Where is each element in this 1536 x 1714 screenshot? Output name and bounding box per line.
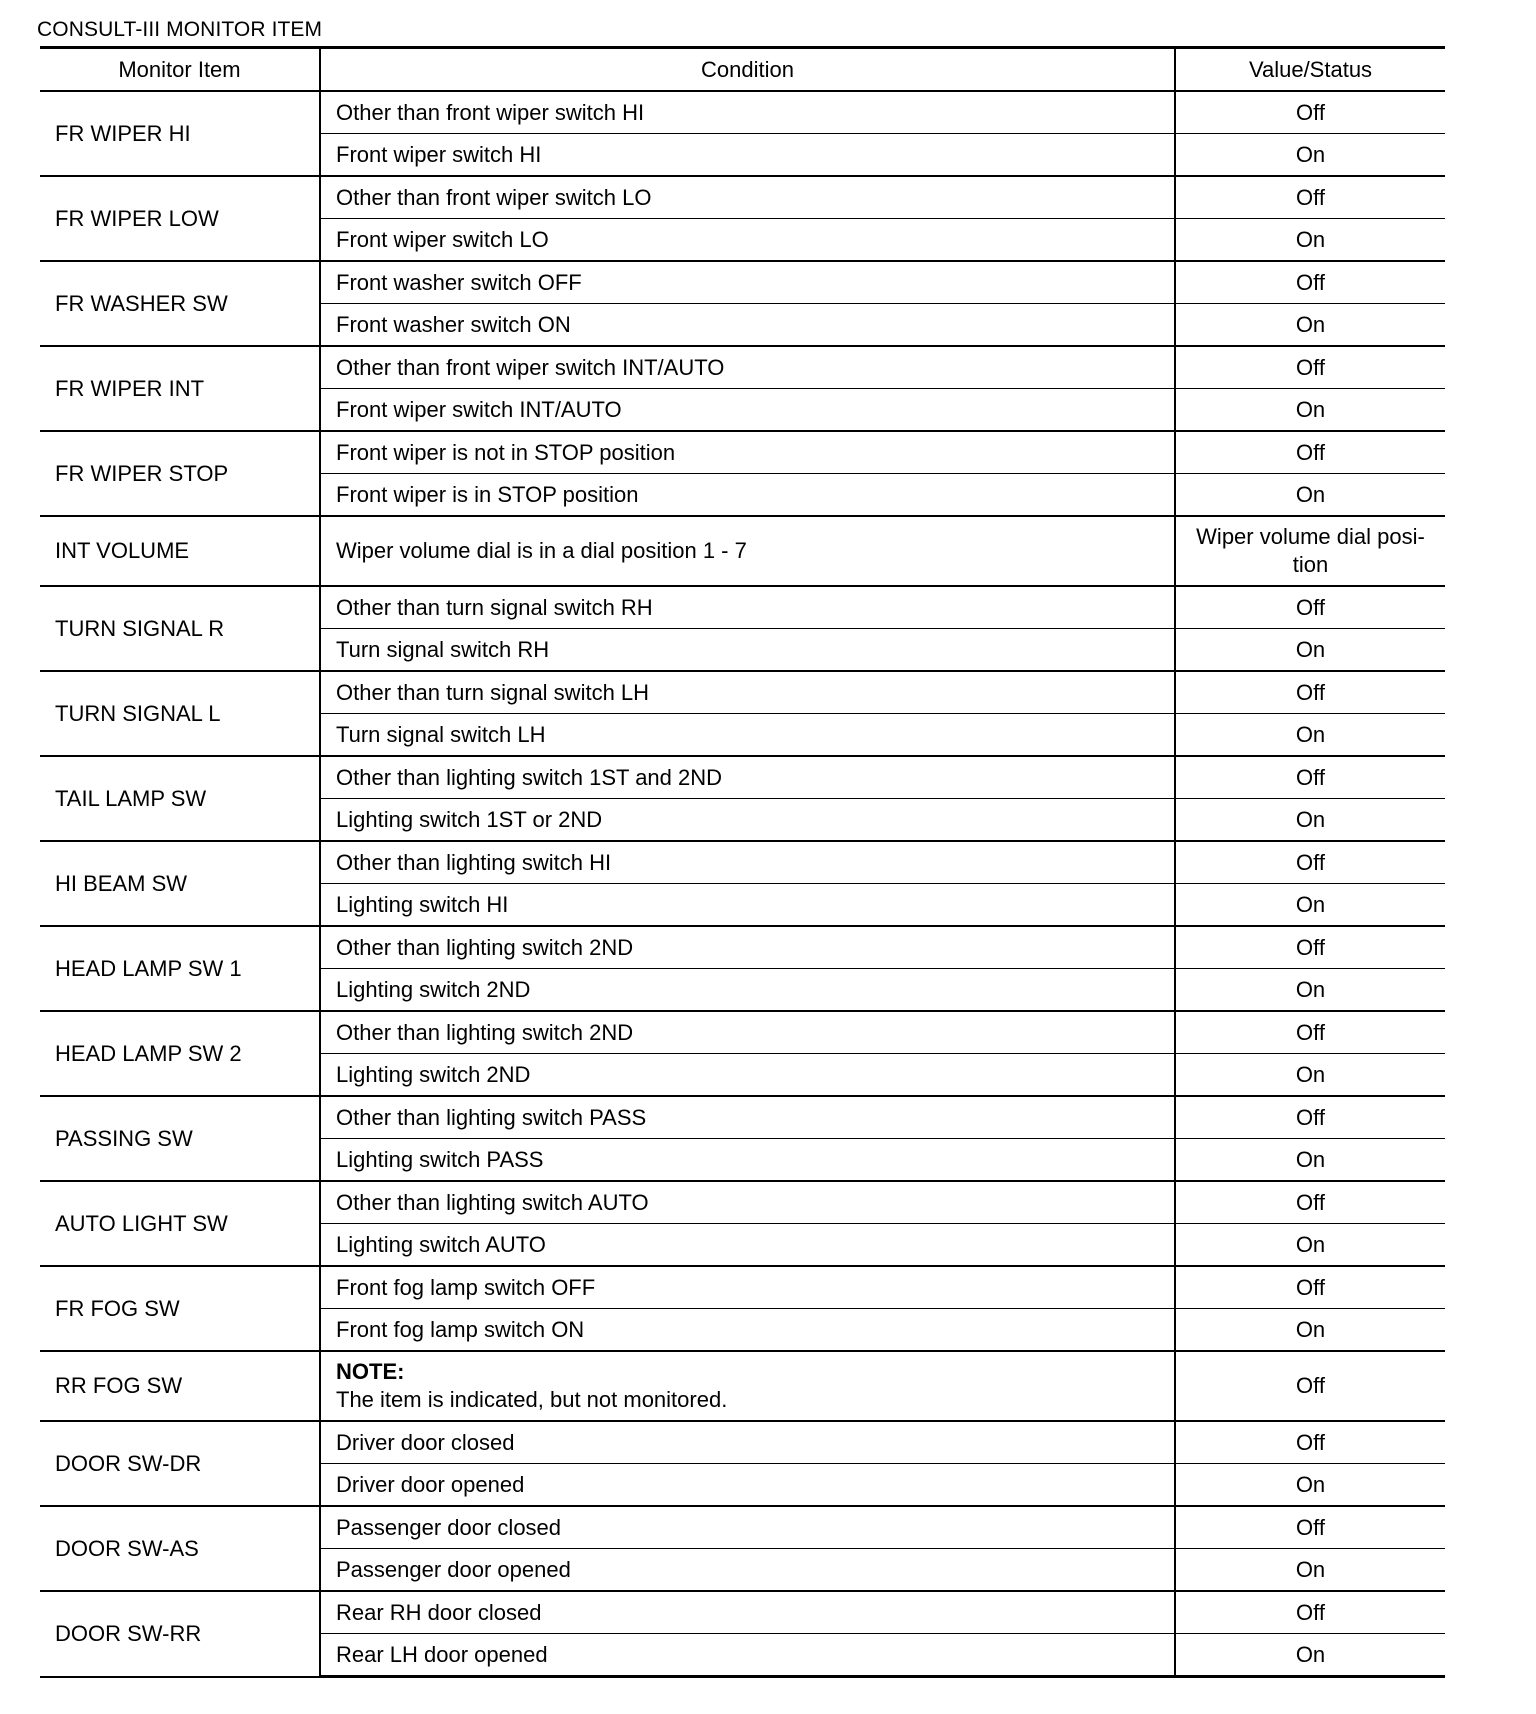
condition-cell: Other than front wiper switch HI bbox=[320, 91, 1175, 134]
condition-cell: Other than lighting switch HI bbox=[320, 841, 1175, 884]
value-status-cell: Off bbox=[1175, 1181, 1445, 1224]
table-row bbox=[40, 346, 1445, 389]
table-row bbox=[40, 1011, 1445, 1054]
value-status-cell: On bbox=[1175, 134, 1445, 177]
value-status-cell: Off bbox=[1175, 1011, 1445, 1054]
value-status-cell: On bbox=[1175, 1309, 1445, 1352]
table-row bbox=[40, 586, 1445, 629]
condition-cell: Front washer switch ON bbox=[320, 304, 1175, 347]
note-text: The item is indicated, but not monitored. bbox=[336, 1387, 728, 1412]
value-status-cell: Off bbox=[1175, 756, 1445, 799]
value-status-cell: Off bbox=[1175, 671, 1445, 714]
value-status-cell: Off bbox=[1175, 586, 1445, 629]
monitor-item-cell: HI BEAM SW bbox=[40, 841, 320, 926]
table-body bbox=[40, 91, 1445, 1677]
condition-cell: Other than lighting switch 1ST and 2ND bbox=[320, 756, 1175, 799]
condition-cell: Wiper volume dial is in a dial position 1 - 7 bbox=[320, 516, 1175, 586]
monitor-item-cell: FR WIPER LOW bbox=[40, 176, 320, 261]
header-value-status: Value/Status bbox=[1175, 48, 1445, 92]
monitor-item-cell: TURN SIGNAL R bbox=[40, 586, 320, 671]
monitor-item-cell: FR FOG SW bbox=[40, 1266, 320, 1351]
value-status-cell: Off bbox=[1175, 261, 1445, 304]
monitor-item-cell: TAIL LAMP SW bbox=[40, 756, 320, 841]
value-status-cell: On bbox=[1175, 629, 1445, 672]
table-row bbox=[40, 841, 1445, 884]
condition-cell: Front fog lamp switch ON bbox=[320, 1309, 1175, 1352]
value-status-cell: On bbox=[1175, 1139, 1445, 1182]
value-status-cell: Off bbox=[1175, 841, 1445, 884]
condition-cell: Rear RH door closed bbox=[320, 1591, 1175, 1634]
value-status-cell: Off bbox=[1175, 91, 1445, 134]
condition-cell: Other than front wiper switch LO bbox=[320, 176, 1175, 219]
table-row bbox=[40, 926, 1445, 969]
table-row bbox=[40, 431, 1445, 474]
value-status-cell: On bbox=[1175, 969, 1445, 1012]
table-row bbox=[40, 176, 1445, 219]
value-status-cell: Off bbox=[1175, 1506, 1445, 1549]
value-status-cell: Off bbox=[1175, 1266, 1445, 1309]
condition-cell: Lighting switch 1ST or 2ND bbox=[320, 799, 1175, 842]
value-status-cell: On bbox=[1175, 219, 1445, 262]
condition-cell: Front wiper switch HI bbox=[320, 134, 1175, 177]
monitor-item-cell: FR WIPER INT bbox=[40, 346, 320, 431]
condition-cell: Passenger door closed bbox=[320, 1506, 1175, 1549]
table-header-row bbox=[40, 48, 1445, 92]
condition-cell: Front washer switch OFF bbox=[320, 261, 1175, 304]
monitor-item-cell: DOOR SW-RR bbox=[40, 1591, 320, 1677]
condition-cell: Turn signal switch LH bbox=[320, 714, 1175, 757]
condition-cell: Other than lighting switch 2ND bbox=[320, 926, 1175, 969]
condition-cell: Lighting switch HI bbox=[320, 884, 1175, 927]
condition-cell: Front wiper switch INT/AUTO bbox=[320, 389, 1175, 432]
monitor-item-cell: FR WIPER STOP bbox=[40, 431, 320, 516]
monitor-item-cell: INT VOLUME bbox=[40, 516, 320, 586]
note-label: NOTE: bbox=[336, 1359, 405, 1384]
monitor-item-cell: DOOR SW-DR bbox=[40, 1421, 320, 1506]
value-status-cell: Off bbox=[1175, 1421, 1445, 1464]
condition-cell: Front wiper switch LO bbox=[320, 219, 1175, 262]
condition-cell: Front wiper is not in STOP position bbox=[320, 431, 1175, 474]
condition-cell: Other than turn signal switch RH bbox=[320, 586, 1175, 629]
condition-cell: Other than lighting switch 2ND bbox=[320, 1011, 1175, 1054]
table-row bbox=[40, 1591, 1445, 1634]
condition-cell: Front fog lamp switch OFF bbox=[320, 1266, 1175, 1309]
value-status-cell: On bbox=[1175, 884, 1445, 927]
condition-cell: Lighting switch PASS bbox=[320, 1139, 1175, 1182]
condition-cell: Driver door opened bbox=[320, 1464, 1175, 1507]
condition-cell: Driver door closed bbox=[320, 1421, 1175, 1464]
value-status-cell: Off bbox=[1175, 926, 1445, 969]
table-row bbox=[40, 1351, 1445, 1421]
table-row bbox=[40, 91, 1445, 134]
condition-cell bbox=[320, 1351, 1175, 1421]
condition-cell: Passenger door opened bbox=[320, 1549, 1175, 1592]
monitor-item-cell: DOOR SW-AS bbox=[40, 1506, 320, 1591]
header-monitor-item: Monitor Item bbox=[40, 48, 320, 92]
value-status-cell: Off bbox=[1175, 1351, 1445, 1421]
monitor-item-cell: RR FOG SW bbox=[40, 1351, 320, 1421]
table-row bbox=[40, 671, 1445, 714]
value-status-cell: On bbox=[1175, 1549, 1445, 1592]
value-status-cell: On bbox=[1175, 389, 1445, 432]
monitor-item-cell: FR WASHER SW bbox=[40, 261, 320, 346]
monitor-item-cell: TURN SIGNAL L bbox=[40, 671, 320, 756]
table-row bbox=[40, 1096, 1445, 1139]
value-status-cell: On bbox=[1175, 1464, 1445, 1507]
table-row bbox=[40, 516, 1445, 586]
value-status-cell: Off bbox=[1175, 1096, 1445, 1139]
value-status-cell: On bbox=[1175, 1054, 1445, 1097]
table-row bbox=[40, 1506, 1445, 1549]
value-status-cell: Off bbox=[1175, 346, 1445, 389]
monitor-item-cell: PASSING SW bbox=[40, 1096, 320, 1181]
monitor-item-cell: HEAD LAMP SW 2 bbox=[40, 1011, 320, 1096]
table-row bbox=[40, 1421, 1445, 1464]
monitor-item-table bbox=[40, 46, 1445, 1678]
value-status-cell: Off bbox=[1175, 1591, 1445, 1634]
condition-cell: Other than turn signal switch LH bbox=[320, 671, 1175, 714]
table-row bbox=[40, 261, 1445, 304]
monitor-item-cell: HEAD LAMP SW 1 bbox=[40, 926, 320, 1011]
condition-cell: Lighting switch AUTO bbox=[320, 1224, 1175, 1267]
value-status-cell: Off bbox=[1175, 431, 1445, 474]
value-status-cell: Off bbox=[1175, 176, 1445, 219]
condition-cell: Turn signal switch RH bbox=[320, 629, 1175, 672]
condition-cell: Other than lighting switch PASS bbox=[320, 1096, 1175, 1139]
value-status-cell: On bbox=[1175, 1634, 1445, 1677]
monitor-item-cell: AUTO LIGHT SW bbox=[40, 1181, 320, 1266]
value-status-cell: On bbox=[1175, 474, 1445, 517]
value-status-cell: On bbox=[1175, 799, 1445, 842]
table-row bbox=[40, 1181, 1445, 1224]
table-row bbox=[40, 756, 1445, 799]
value-status-cell: On bbox=[1175, 304, 1445, 347]
page-title: CONSULT-III MONITOR ITEM bbox=[37, 18, 323, 41]
header-condition: Condition bbox=[320, 48, 1175, 92]
value-status-cell: On bbox=[1175, 714, 1445, 757]
value-status-cell: On bbox=[1175, 1224, 1445, 1267]
condition-cell: Other than lighting switch AUTO bbox=[320, 1181, 1175, 1224]
monitor-item-cell: FR WIPER HI bbox=[40, 91, 320, 176]
value-status-cell: Wiper volume dial posi- tion bbox=[1175, 516, 1445, 586]
condition-cell: Rear LH door opened bbox=[320, 1634, 1175, 1677]
condition-cell: Lighting switch 2ND bbox=[320, 1054, 1175, 1097]
condition-cell: Other than front wiper switch INT/AUTO bbox=[320, 346, 1175, 389]
table-row bbox=[40, 1266, 1445, 1309]
condition-cell: Lighting switch 2ND bbox=[320, 969, 1175, 1012]
condition-cell: Front wiper is in STOP position bbox=[320, 474, 1175, 517]
